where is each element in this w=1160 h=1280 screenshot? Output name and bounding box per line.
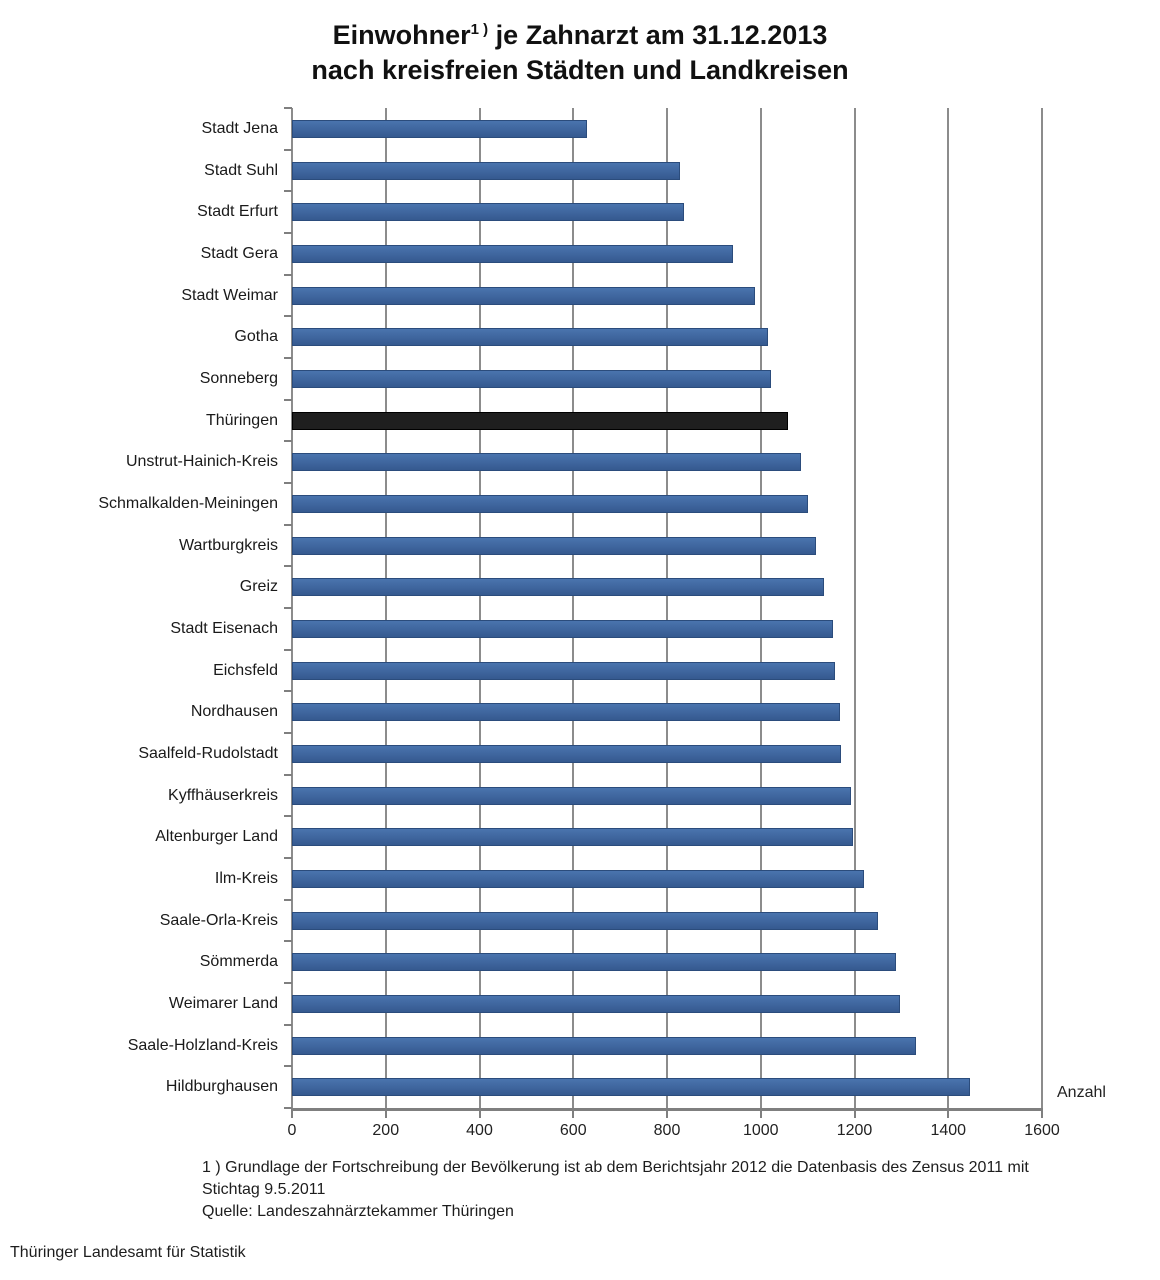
category-label: Sonneberg — [199, 370, 278, 387]
x-axis-tick-label: 200 — [372, 1122, 400, 1139]
x-axis-tick — [666, 1108, 668, 1118]
x-axis-tick-label: 1600 — [1024, 1122, 1060, 1139]
y-axis-tick — [284, 815, 292, 817]
y-axis-tick — [284, 857, 292, 859]
x-axis-tick-label: 1000 — [742, 1122, 779, 1139]
y-axis-tick — [284, 1024, 292, 1026]
category-label: Saale-Orla-Kreis — [159, 911, 278, 929]
y-axis-tick — [284, 649, 292, 651]
y-axis-tick — [284, 899, 292, 901]
gridline — [947, 108, 949, 1108]
category-label: Stadt Suhl — [204, 161, 278, 179]
x-axis-labels — [287, 1111, 1060, 1151]
category-label: Wartburgkreis — [179, 536, 278, 554]
bar — [292, 578, 824, 596]
footnote-marker: 1 ) — [470, 21, 489, 38]
category-label: Kyffhäuserkreis — [168, 786, 278, 804]
y-axis-tick — [284, 482, 292, 484]
y-axis-tick — [284, 274, 292, 276]
bar — [292, 245, 733, 263]
x-axis-tick-label: 600 — [559, 1122, 587, 1139]
bar — [292, 912, 878, 930]
y-axis-tick — [284, 232, 292, 234]
x-axis-tick — [760, 1108, 762, 1118]
bar — [292, 953, 896, 971]
gridline — [1041, 108, 1043, 1108]
x-axis-tick-label: 1200 — [836, 1122, 873, 1139]
bar — [292, 537, 816, 555]
category-label: Thüringen — [205, 411, 278, 429]
category-label: Weimarer Land — [168, 995, 278, 1012]
category-labels — [0, 108, 278, 1108]
y-axis-tick — [284, 524, 292, 526]
category-label: Nordhausen — [190, 703, 278, 721]
y-axis-tick — [284, 940, 292, 942]
category-label: Unstrut-Hainich-Kreis — [125, 453, 278, 471]
x-axis-tick — [947, 1108, 949, 1118]
bar — [292, 787, 851, 805]
plot-area — [292, 108, 1042, 1111]
y-axis-tick — [284, 149, 292, 151]
category-label: Schmalkalden-Meiningen — [98, 495, 278, 512]
bar — [292, 370, 771, 388]
x-axis-tick-label: 1400 — [930, 1122, 967, 1139]
bar — [292, 287, 755, 305]
category-label: Gotha — [234, 328, 278, 346]
category-label: Stadt Weimar — [181, 286, 278, 304]
bar — [292, 453, 801, 471]
bar — [292, 203, 684, 221]
x-axis-tick — [1041, 1108, 1043, 1118]
y-axis-tick — [284, 357, 292, 359]
x-axis-tick — [572, 1108, 574, 1118]
x-axis-tick — [854, 1108, 856, 1118]
y-axis-tick — [284, 982, 292, 984]
y-axis-tick — [284, 399, 292, 401]
bar — [292, 995, 900, 1013]
category-label: Hildburghausen — [165, 1078, 278, 1096]
chart-title — [0, 18, 1160, 88]
bar — [292, 620, 833, 638]
y-axis-tick — [284, 107, 292, 109]
title-text-1: Einwohner — [332, 20, 471, 50]
bar — [292, 495, 808, 513]
y-axis-tick — [284, 1065, 292, 1067]
bar — [292, 828, 853, 846]
publisher-label: Thüringer Landesamt für Statistik — [10, 1244, 246, 1261]
x-axis-tick — [385, 1108, 387, 1118]
y-axis-tick — [284, 732, 292, 734]
y-axis-tick — [284, 440, 292, 442]
category-label: Saalfeld-Rudolstadt — [138, 745, 278, 762]
x-axis-unit-label: Anzahl — [1057, 1084, 1106, 1101]
title-text-2: je Zahnarzt am 31.12.2013 — [488, 20, 828, 50]
category-label: Greiz — [239, 578, 278, 596]
bar — [292, 703, 840, 721]
footnote — [202, 1157, 1152, 1223]
x-axis-tick-label: 800 — [653, 1122, 681, 1139]
category-label: Stadt Eisenach — [170, 620, 278, 637]
category-label: Altenburger Land — [155, 828, 278, 846]
category-label: Stadt Jena — [201, 120, 278, 137]
bar — [292, 1037, 916, 1055]
y-axis-tick — [284, 565, 292, 567]
y-axis-tick — [284, 315, 292, 317]
y-axis-tick — [284, 690, 292, 692]
x-axis-tick — [479, 1108, 481, 1118]
bar-highlight — [292, 412, 788, 430]
bar — [292, 870, 864, 888]
footnote-line: 1 ) Grundlage der Fortschreibung der Bevölkerung ist ab dem Berichtsjahr 2012 die Datenbasis des Zensus 2011 mit — [202, 1159, 1029, 1176]
category-label: Eichsfeld — [213, 661, 278, 679]
bar — [292, 1078, 970, 1096]
category-label: Ilm-Kreis — [214, 870, 278, 887]
x-axis-tick-label: 400 — [466, 1122, 493, 1139]
category-label: Saale-Holzland-Kreis — [127, 1036, 278, 1054]
x-axis-tick — [291, 1108, 293, 1118]
y-axis-tick — [284, 774, 292, 776]
category-label: Stadt Erfurt — [197, 203, 278, 221]
category-label: Sömmerda — [199, 953, 278, 971]
bar — [292, 162, 680, 180]
y-axis-tick — [284, 1107, 292, 1109]
bar — [292, 745, 841, 763]
y-axis-tick — [284, 607, 292, 609]
y-axis-tick — [284, 190, 292, 192]
footnote-source: Quelle: Landeszahnärztekammer Thüringen — [202, 1203, 514, 1220]
bar — [292, 120, 587, 138]
x-axis-tick-label: 0 — [287, 1122, 297, 1139]
chart-title-line1 — [0, 18, 1160, 53]
category-label: Stadt Gera — [200, 245, 278, 262]
chart-title-line2: nach kreisfreien Städten und Landkreisen — [311, 55, 849, 85]
bar — [292, 662, 835, 680]
bar — [292, 328, 768, 346]
footnote-line: Stichtag 9.5.2011 — [202, 1181, 326, 1198]
